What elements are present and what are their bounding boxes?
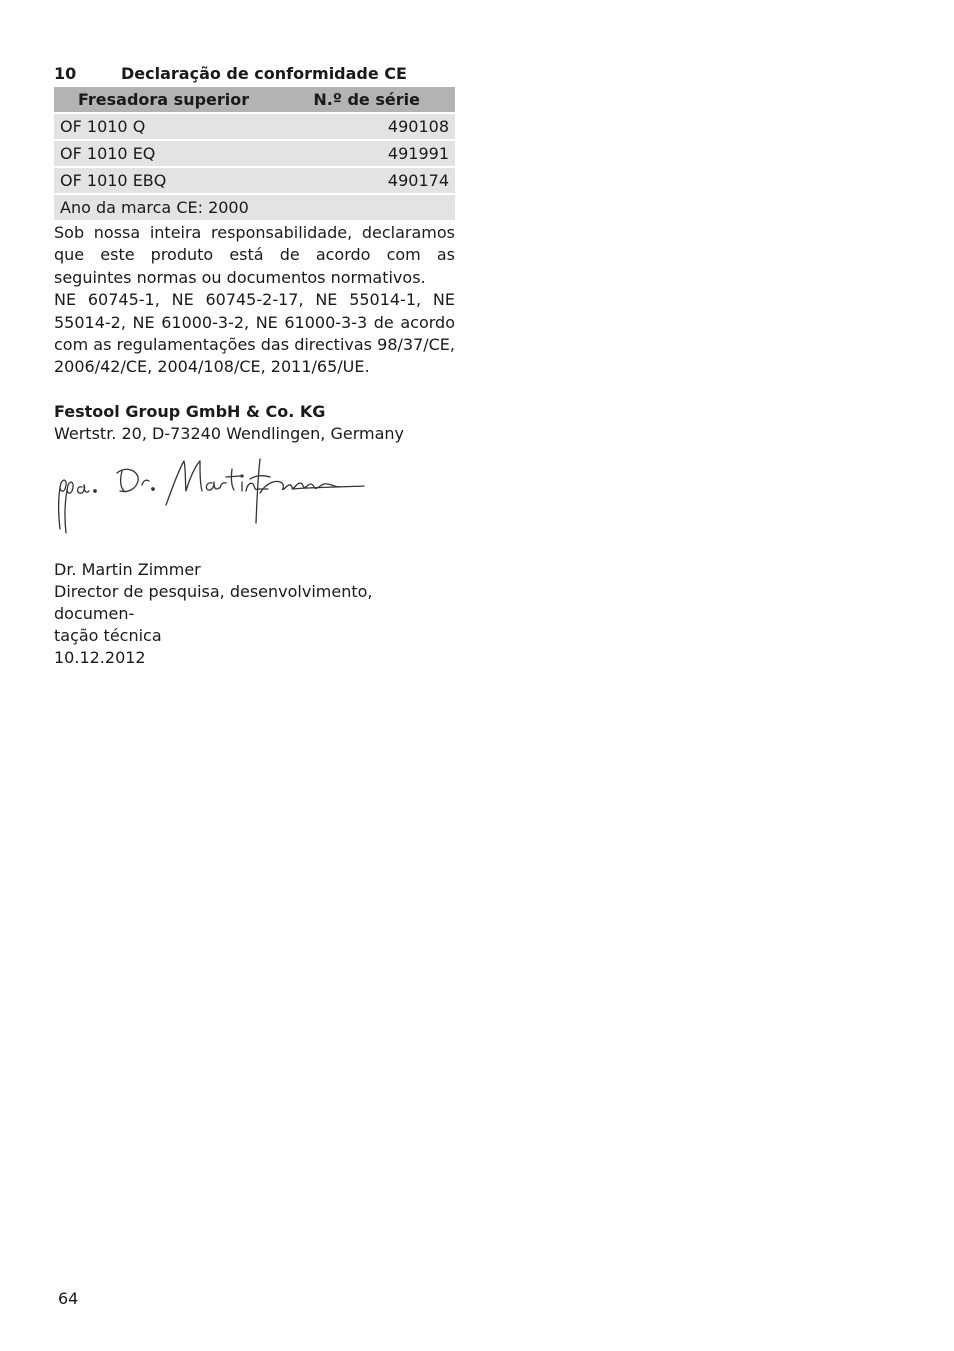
signer-title-line2: tação técnica <box>54 625 162 645</box>
section-title: Declaração de conformidade CE <box>121 64 407 83</box>
ce-year-cell: Ano da marca CE: 2000 <box>54 195 455 220</box>
section-number: 10 <box>54 64 77 83</box>
declaration-paragraph: Sob nossa inteira responsabilidade, declaramos que este produto está de acordo com as seguintes normas ou documentos normativos. <box>54 223 455 287</box>
table-row <box>54 114 455 139</box>
section-heading <box>54 64 455 84</box>
table-header-row <box>54 87 455 112</box>
ce-conformity-table <box>54 85 455 222</box>
header-model: Fresadora superior <box>54 87 313 112</box>
row-model: OF 1010 EQ <box>54 141 313 166</box>
company-address: Wertstr. 20, D-73240 Wendlingen, Germany <box>54 423 404 443</box>
ce-year-row <box>54 195 455 220</box>
row-model: OF 1010 Q <box>54 114 313 139</box>
header-serial: N.º de série <box>313 87 455 112</box>
standards-paragraph: NE 60745-1, NE 60745-2-17, NE 55014-1, NE 55014-2, NE 61000-3-2, NE 61000-3-3 de acordo com as regulamentações das directivas 98/37/CE, 2006/42/CE, 2004/108/CE, 2011/65/UE. <box>54 290 455 377</box>
signature-date: 10.12.2012 <box>54 647 146 667</box>
row-model: OF 1010 EBQ <box>54 168 313 193</box>
declaration-column <box>54 64 455 669</box>
row-serial: 490174 <box>313 168 455 193</box>
handwritten-signature <box>54 453 374 539</box>
signer-block <box>54 559 455 669</box>
page-number: 64 <box>58 1289 79 1308</box>
signer-title-line1: Director de pesquisa, desenvolvimento, documen- <box>54 581 373 623</box>
signer-name: Dr. Martin Zimmer <box>54 559 201 579</box>
company-name: Festool Group GmbH & Co. KG <box>54 401 326 421</box>
row-serial: 491991 <box>313 141 455 166</box>
table-row <box>54 168 455 193</box>
row-serial: 490108 <box>313 114 455 139</box>
table-row <box>54 141 455 166</box>
